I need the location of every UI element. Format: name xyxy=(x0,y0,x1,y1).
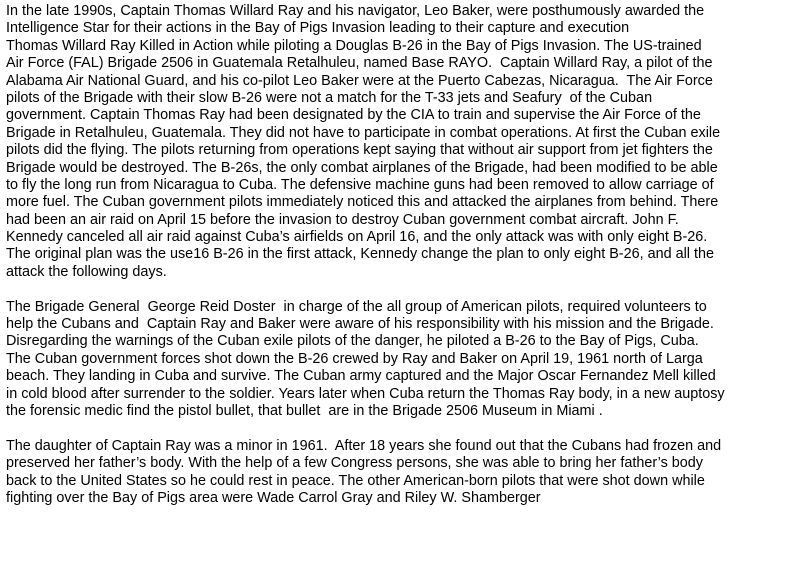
text-line: had been an air raid on April 15 before the invasion to destroy Cuban government combat aircraft. John F. xyxy=(6,211,679,228)
text-line: back to the United States so he could rest in peace. The other American-born pilots that were shot down while xyxy=(6,472,705,489)
paragraph-1 xyxy=(6,3,809,281)
paragraph-2 xyxy=(6,299,809,421)
text-line: fighting over the Bay of Pigs area were Wade Carrol Gray and Riley W. Shamberger xyxy=(6,489,541,506)
text-line: The daughter of Captain Ray was a minor in 1961. After 18 years she found out that the Cubans had frozen and xyxy=(6,437,722,454)
text-line: Alabama Air National Guard, and his co-pilot Leo Baker were at the Puerto Cabezas, Nicaragua. The Air Force xyxy=(6,72,713,89)
text-line: more fuel. The Cuban government pilots immediately noticed this and attacked the airplanes from behind. There xyxy=(6,194,719,211)
text-line: the forensic medic find the pistol bullet, that bullet are in the Brigade 2506 Museum in Miami . xyxy=(6,402,603,419)
paragraph-spacer xyxy=(6,420,809,437)
text-line: pilots of the Brigade with their slow B-26 were not a match for the T-33 jets and Seafury of the Cuban xyxy=(6,89,653,106)
text-line: Brigade would be destroyed. The B-26s, the only combat airplanes of the Brigade, had been modified to be able xyxy=(6,159,718,176)
text-line: The original plan was the use16 B-26 in the first attack, Kennedy change the plan to only eight B-26, and all the xyxy=(6,246,714,263)
text-line: government. Captain Thomas Ray had been designated by the CIA to train and supervise the Air Force of the xyxy=(6,107,701,124)
text-line: in cold blood after surrender to the soldier. Years later when Cuba return the Thomas Ray body, in a new auptosy xyxy=(6,385,725,402)
document-body xyxy=(6,3,809,507)
text-line: help the Cubans and Captain Ray and Baker were aware of his responsibility with his mission and the Brigade. xyxy=(6,316,714,333)
text-line: Disregarding the warnings of the Cuban exile pilots of the danger, he piloted a B-26 to the Bay of Pigs, Cuba. xyxy=(6,333,699,350)
text-line: preserved her father’s body. With the help of a few Congress persons, she was able to bring her father’s body xyxy=(6,455,704,472)
text-line: attack the following days. xyxy=(6,263,167,280)
text-line: Air Force (FAL) Brigade 2506 in Guatemala Retalhuleu, named Base RAYO. Captain Willard Ray, a pilot of the xyxy=(6,55,713,72)
text-line: to fly the long run from Nicaragua to Cuba. The defensive machine guns had been removed to allow carriage of xyxy=(6,176,714,193)
text-line: Kennedy canceled all air raid against Cuba’s airfields on April 16, and the only attack was with only eight B-26. xyxy=(6,229,708,246)
paragraph-3 xyxy=(6,438,809,508)
text-line: The Cuban government forces shot down the B-26 crewed by Ray and Baker on April 19, 1961 north of Larga xyxy=(6,350,703,367)
text-line: Intelligence Star for their actions in the Bay of Pigs Invasion leading to their capture and execution xyxy=(6,20,630,37)
text-line: beach. They landing in Cuba and survive. The Cuban army captured and the Major Oscar Fernandez Mell killed xyxy=(6,368,716,385)
text-line: pilots did the flying. The pilots returning from operations kept saying that without air support from jet fighters the xyxy=(6,142,713,159)
text-line: Thomas Willard Ray Killed in Action while piloting a Douglas B-26 in the Bay of Pigs Invasion. The US-trained xyxy=(6,37,702,54)
text-line: The Brigade General George Reid Doster in charge of the all group of American pilots, required volunteers to xyxy=(6,298,707,315)
text-line: Brigade in Retalhuleu, Guatemala. They did not have to participate in combat operations. At first the Cuban exile xyxy=(6,124,721,141)
paragraph-spacer xyxy=(6,281,809,298)
text-line: In the late 1990s, Captain Thomas Willard Ray and his navigator, Leo Baker, were posthumously awarded the xyxy=(6,3,705,19)
